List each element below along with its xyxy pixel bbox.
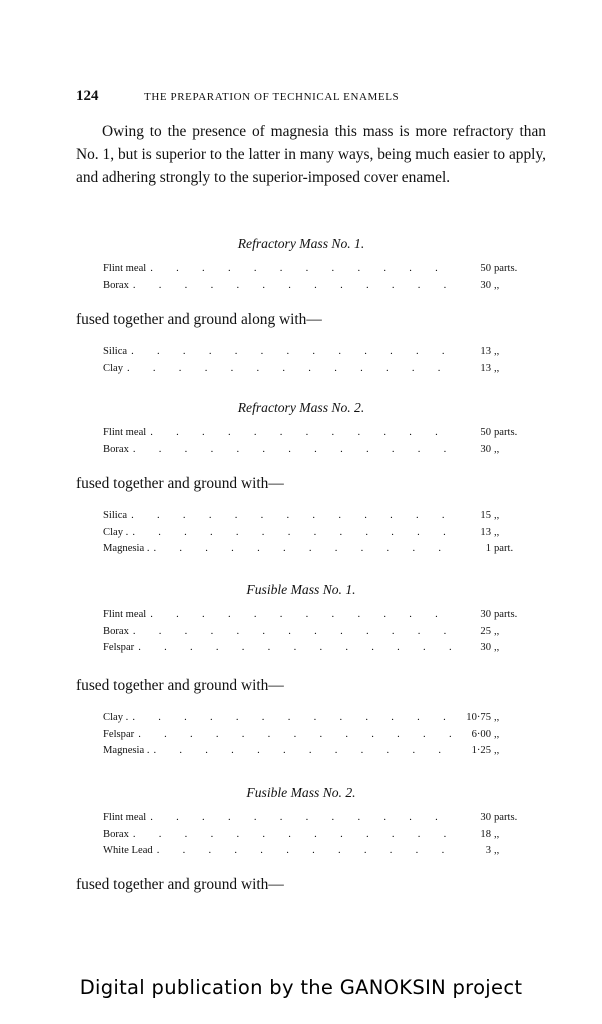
ingredient-amount: 30 [480,642,491,654]
ingredient-unit: ,, [494,362,500,374]
fused-note: fused together and ground with— [76,475,284,492]
ingredient-name: Silica [103,510,128,521]
section-heading-fusible-2: Fusible Mass No. 2. [246,785,356,800]
ingredient-unit: ,, [494,443,500,455]
ingredient-amount: 15 [480,510,491,521]
ingredient-name: Magnesia . [103,745,150,757]
table-row [103,640,525,657]
ingredient-amount: 30 [480,812,491,823]
ingredient-unit: ,, [494,712,500,723]
ingredient-amount: 25 [480,625,491,637]
ingredient-name: Borax [103,625,129,637]
recipe-table [103,607,525,657]
table-row [103,743,525,760]
ingredient-amount: 50 [480,427,491,438]
ingredient-name: Magnesia . [103,543,150,555]
ingredient-name: Clay . [103,526,129,538]
table-row [103,344,525,361]
ingredient-amount: 30 [480,279,491,291]
ingredient-name: Flint meal [103,263,147,274]
table-row [103,361,525,378]
table-row [103,261,525,278]
running-head: THE PREPARATION OF TECHNICAL ENAMELS [144,91,400,103]
table-row [103,508,525,525]
ingredient-amount: 10·75 [466,712,491,723]
ingredient-name: Clay . [103,712,129,723]
table-row [103,525,525,542]
ingredient-unit: part. [494,543,514,555]
recipe-table [103,810,525,860]
section-heading-refractory-1: Refractory Mass No. 1. [237,236,365,251]
ingredient-name: White Lead [103,845,153,857]
ingredient-unit: ,, [494,845,500,857]
recipe-table [103,710,525,760]
ingredient-unit: parts. [494,427,518,438]
ingredient-name: Clay [103,362,124,374]
ingredient-name: Flint meal [103,427,147,438]
ingredient-unit: parts. [494,263,518,274]
ingredient-name: Felspar [103,728,135,740]
recipe-table [103,344,525,377]
ingredient-name: Borax [103,443,129,455]
ingredient-unit: ,, [494,510,500,521]
fused-note: fused together and ground with— [76,876,284,893]
ingredient-amount: 6·00 [471,728,491,740]
fused-note: fused together and ground along with— [76,311,322,328]
section-heading-fusible-1: Fusible Mass No. 1. [246,582,356,597]
ingredient-amount: 30 [480,443,491,455]
ingredient-unit: parts. [494,609,518,620]
ingredient-unit: ,, [494,745,500,757]
ingredient-amount: 13 [480,526,491,538]
table-row [103,827,525,844]
ingredient-name: Flint meal [103,812,147,823]
recipe-table [103,425,525,458]
ingredient-name: Flint meal [103,609,147,620]
ingredient-name: Silica [103,346,128,357]
ingredient-unit: parts. [494,812,518,823]
intro-paragraph: Owing to the presence of magnesia this mass is more refractory than No. 1, but is superior to the latter in many ways, being much easier to apply, and adhering strongly to the superior-imposed cover enamel. [76,123,546,186]
ingredient-amount: 13 [480,346,491,357]
table-row [103,810,525,827]
ingredient-name: Borax [103,279,129,291]
ingredient-unit: ,, [494,642,500,654]
footer-credit: Digital publication by the GANOKSIN project [79,976,523,999]
table-row [103,442,525,459]
ingredient-unit: ,, [494,346,500,357]
table-row [103,727,525,744]
ingredient-name: Borax [103,828,129,840]
ingredient-amount: 3 [485,845,491,857]
ingredient-amount: 30 [480,609,491,620]
table-row [103,541,525,558]
table-row [103,843,525,860]
ingredient-name: Felspar [103,642,135,654]
ingredient-amount: 50 [480,263,491,274]
ingredient-amount: 18 [480,828,491,840]
ingredient-amount: 1·25 [471,745,491,757]
ingredient-amount: 1 [485,543,491,555]
page-header [76,88,546,105]
ingredient-unit: ,, [494,279,500,291]
recipe-table [103,508,525,558]
table-row [103,607,525,624]
table-row [103,425,525,442]
ingredient-unit: ,, [494,526,500,538]
table-row [103,278,525,295]
ingredient-amount: 13 [480,362,491,374]
fused-note: fused together and ground with— [76,677,284,694]
section-heading-refractory-2: Refractory Mass No. 2. [237,400,365,415]
recipe-table [103,261,525,294]
ingredient-unit: ,, [494,625,500,637]
ingredient-unit: ,, [494,828,500,840]
table-row [103,624,525,641]
table-row [103,710,525,727]
ingredient-unit: ,, [494,728,500,740]
page-number: 124 [76,88,99,104]
